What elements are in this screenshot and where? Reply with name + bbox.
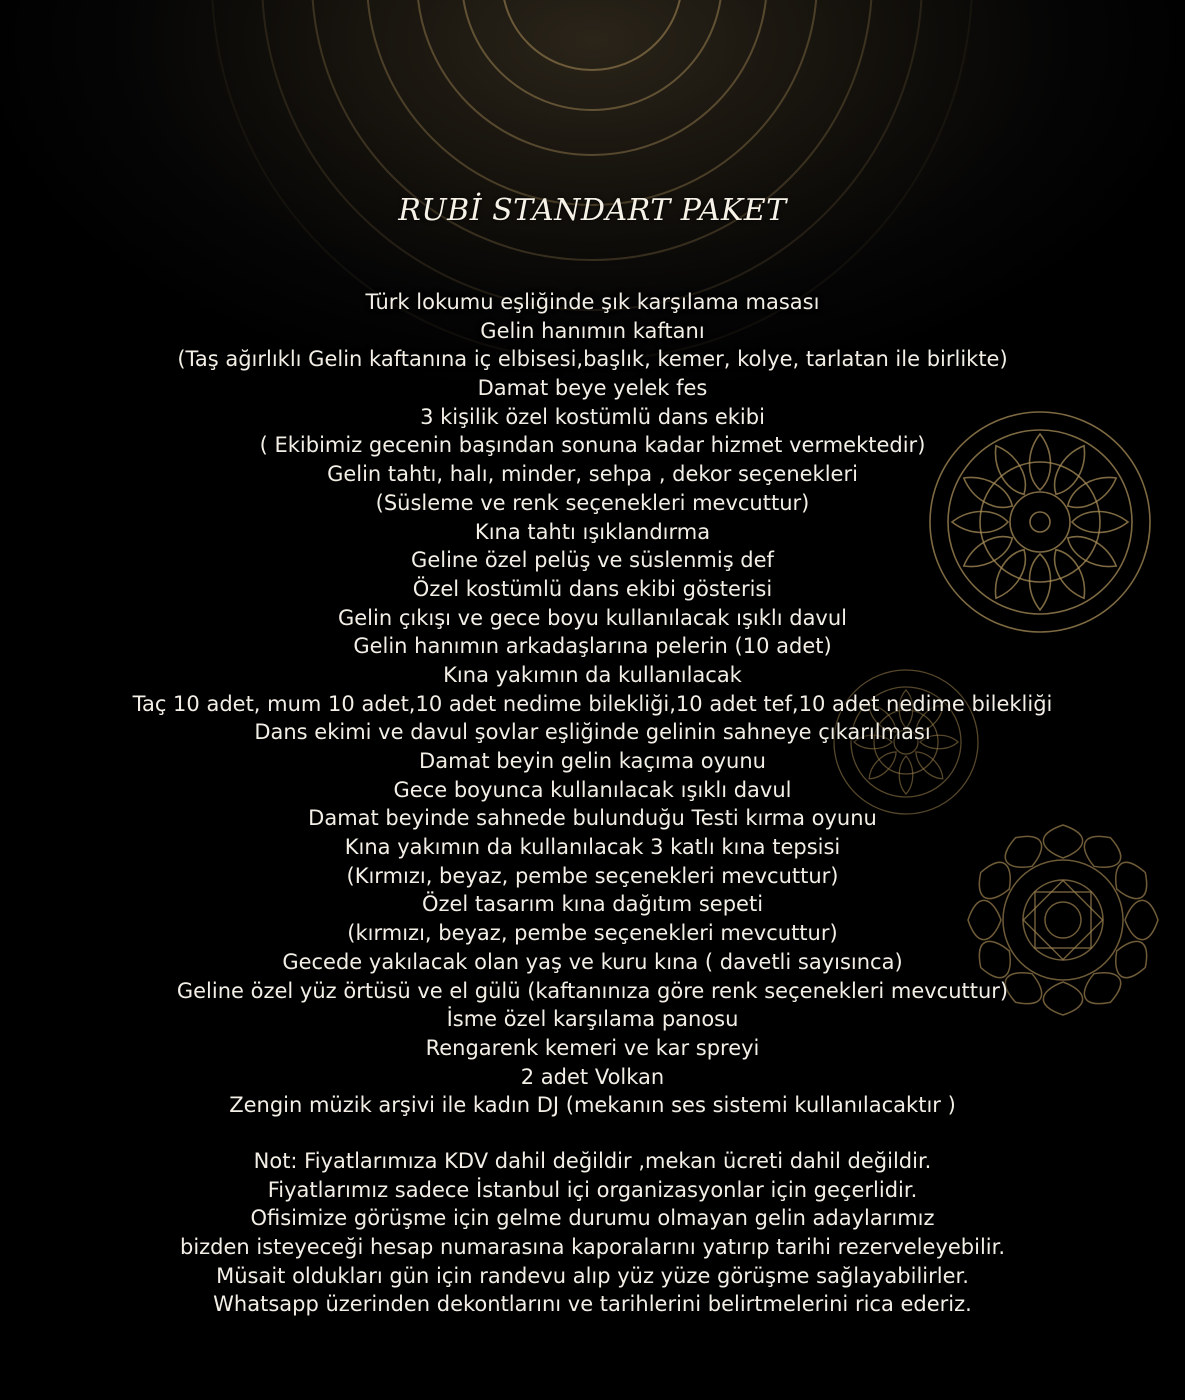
list-item: Zengin müzik arşivi ile kadın DJ (mekanın ses sistemi kullanılacaktır ) xyxy=(229,1093,956,1118)
note-line: Whatsapp üzerinden dekontlarını ve tarihlerini belirtmelerini rica ederiz. xyxy=(213,1292,972,1317)
note-line: Müsait oldukları gün için randevu alıp yüz yüze görüşme sağlayabilirler. xyxy=(216,1263,969,1288)
package-items-list xyxy=(0,288,1185,1120)
note-line: Ofisimize görüşme için gelme durumu olmayan gelin adaylarımız xyxy=(250,1206,935,1231)
list-item: Gecede yakılacak olan yaş ve kuru kına ( davetli sayısınca) xyxy=(282,949,903,974)
list-item: Kına yakımın da kullanılacak 3 katlı kına tepsisi xyxy=(344,835,841,860)
list-item: (kırmızı, beyaz, pembe seçenekleri mevcuttur) xyxy=(347,921,838,946)
list-item: ( Ekibimiz gecenin başından sonuna kadar hizmet vermektedir) xyxy=(259,433,926,458)
list-item: Gelin hanımın arkadaşlarına pelerin (10 adet) xyxy=(353,634,832,659)
list-item: (Taş ağırlıklı Gelin kaftanına iç elbisesi,başlık, kemer, kolye, tarlatan ile birlikte) xyxy=(177,347,1008,372)
list-item: Gelin tahtı, halı, minder, sehpa , dekor seçenekleri xyxy=(327,462,858,487)
notes-list xyxy=(0,1147,1185,1319)
list-item: Kına yakımın da kullanılacak xyxy=(443,662,742,687)
list-item: Geline özel pelüş ve süslenmiş def xyxy=(411,548,774,573)
list-item: Gelin çıkışı ve gece boyu kullanılacak ışıklı davul xyxy=(337,605,848,630)
note-line: Not: Fiyatlarımıza KDV dahil değildir ,mekan ücreti dahil değildir. xyxy=(253,1149,932,1173)
list-item: Kına tahtı ışıklandırma xyxy=(474,519,711,544)
list-item: Geline özel yüz örtüsü ve el gülü (kaftanınıza göre renk seçenekleri mevcuttur) xyxy=(176,978,1009,1003)
note-line: Fiyatlarımız sadece İstanbul içi organizasyonlar için geçerlidir. xyxy=(267,1177,918,1202)
list-item: Taç 10 adet, mum 10 adet,10 adet nedime bilekliği,10 adet tef,10 adet nedime bilekliği xyxy=(132,691,1053,716)
list-item: Damat beyin gelin kaçıma oyunu xyxy=(419,749,766,773)
list-item: İsme özel karşılama panosu xyxy=(446,1007,739,1032)
list-item: Türk lokumu eşliğinde şık karşılama masası xyxy=(365,290,820,314)
note-line: bizden isteyeceği hesap numarasına kaporalarını yatırıp tarihi rezerveleyebilir. xyxy=(179,1235,1006,1260)
list-item: Dans ekimi ve davul şovlar eşliğinde gelinin sahneye çıkarılması xyxy=(254,720,931,745)
list-item: (Kırmızı, beyaz, pembe seçenekleri mevcuttur) xyxy=(346,863,839,888)
package-title: RUBİ STANDART PAKET xyxy=(398,193,787,228)
list-item: 2 adet Volkan xyxy=(520,1064,665,1089)
list-item: Rengarenk kemeri ve kar spreyi xyxy=(425,1035,760,1060)
list-item: Özel tasarım kına dağıtım sepeti xyxy=(421,892,764,917)
list-item: Gece boyunca kullanılacak ışıklı davul xyxy=(393,777,792,802)
list-item: Damat beye yelek fes xyxy=(477,376,708,401)
list-item: (Süsleme ve renk seçenekleri mevcuttur) xyxy=(375,490,810,515)
list-item: Özel kostümlü dans ekibi gösterisi xyxy=(412,576,773,601)
list-item: 3 kişilik özel kostümlü dans ekibi xyxy=(420,404,765,429)
list-item: Gelin hanımın kaftanı xyxy=(480,318,705,343)
list-item: Damat beyinde sahnede bulunduğu Testi kırma oyunu xyxy=(308,806,877,831)
